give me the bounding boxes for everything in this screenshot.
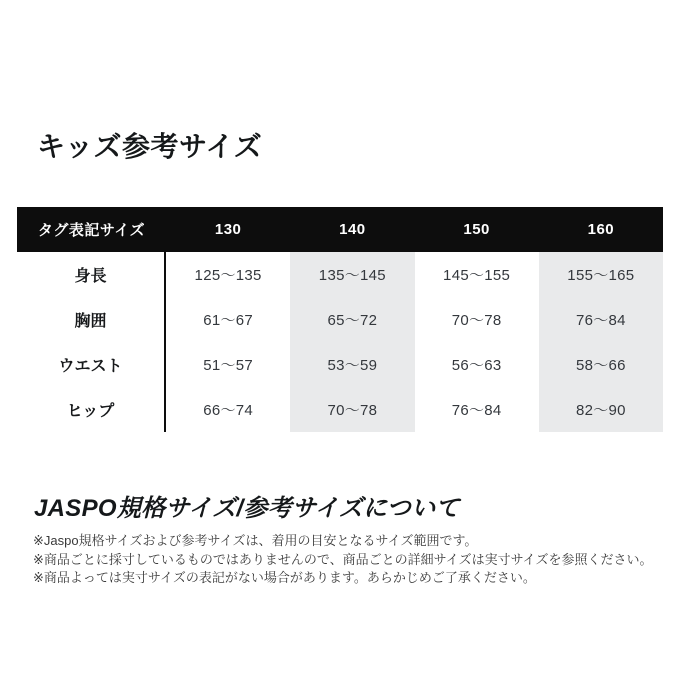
- size-value-cell: 70〜78: [451, 312, 502, 329]
- row-label-hip: ヒップ: [17, 387, 166, 432]
- table-row-waist: [17, 342, 663, 387]
- size-value-cell: 70〜78: [290, 387, 414, 432]
- section-heading: JASPO規格サイズ/参考サイズについて: [34, 495, 460, 522]
- size-value-cell: 51〜57: [203, 357, 254, 374]
- table-row-height: [17, 252, 663, 297]
- note-item: ※Jaspo規格サイズおよび参考サイズは、着用の目安となるサイズ範囲です。: [33, 533, 478, 548]
- size-value-cell: 82〜90: [539, 387, 663, 432]
- note-item: ※商品ごとに採寸しているものではありませんので、商品ごとの詳細サイズは実寸サイズを参照ください。: [33, 551, 653, 567]
- row-label-chest: 胸囲: [17, 297, 166, 342]
- size-value-cell: 58〜66: [539, 342, 663, 387]
- size-value-cell: 65〜72: [290, 297, 414, 342]
- size-value-cell: 53〜59: [290, 342, 414, 387]
- size-table: [17, 207, 663, 432]
- size-value-cell: 76〜84: [451, 402, 502, 419]
- notes-list: [33, 532, 653, 588]
- size-value-cell: 56〜63: [451, 357, 502, 374]
- size-value-cell: 66〜74: [203, 402, 254, 419]
- size-value-cell: 145〜155: [443, 267, 511, 284]
- table-header-row: [17, 207, 663, 252]
- column-header-tag-size-label: タグ表記サイズ: [17, 207, 166, 252]
- size-value-cell: 76〜84: [539, 297, 663, 342]
- column-header-size-140: 140: [290, 207, 414, 252]
- table-body: [17, 252, 663, 432]
- size-value-cell: 155〜165: [539, 252, 663, 297]
- table-row-chest: [17, 297, 663, 342]
- column-header-size-130: 130: [166, 207, 290, 252]
- column-header-size-150: 150: [415, 207, 539, 252]
- table-row-hip: [17, 387, 663, 432]
- row-label-height: 身長: [17, 252, 166, 297]
- row-label-waist: ウエスト: [17, 342, 166, 387]
- column-header-size-160: 160: [539, 207, 663, 252]
- size-value-cell: 135〜145: [290, 252, 414, 297]
- size-value-cell: 125〜135: [194, 267, 262, 284]
- page-title: キッズ参考サイズ: [37, 131, 263, 162]
- note-item: ※商品よっては実寸サイズの表記がない場合があります。あらかじめご了承ください。: [33, 570, 536, 585]
- size-value-cell: 61〜67: [203, 312, 254, 329]
